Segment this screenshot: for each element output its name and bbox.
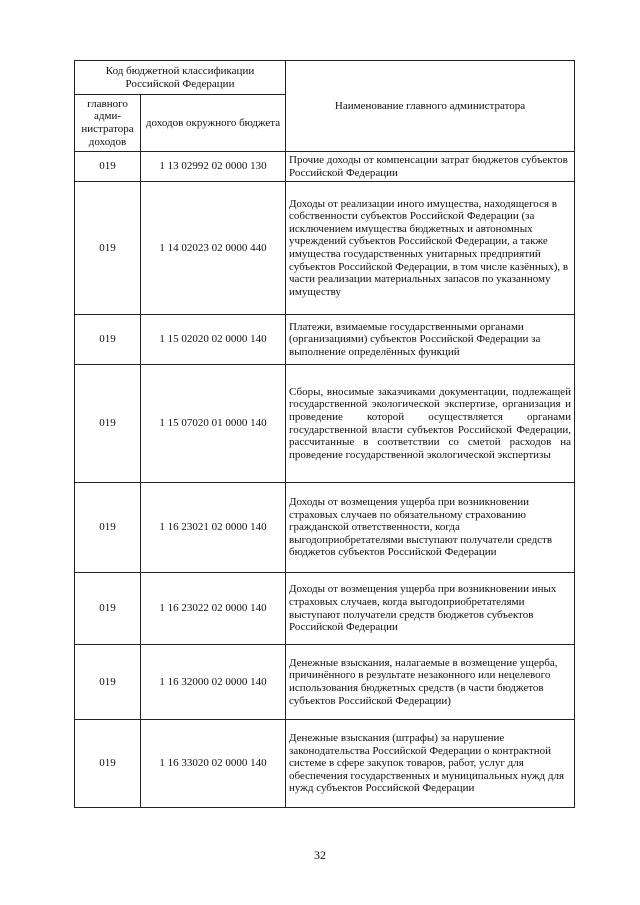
admin-code-cell: 019 [75,152,141,182]
header-main-administrator: главного адми-нистратора доходов [75,95,141,152]
administrator-name-cell: Денежные взыскания (штрафы) за нарушение законодательства Российской Федерации о контрактной системе в сфере закупок товаров, работ, услуг для обеспечения государственных и муниципальных нужд для нужд субъектов Российской Федерации [286,720,575,808]
table-row [75,483,575,573]
revenue-code-cell: 1 16 33020 02 0000 140 [141,720,286,808]
administrator-name-cell: Денежные взыскания, налагаемые в возмещение ущерба, причинённого в результате незаконного или нецелевого использования бюджетных средств (в части бюджетов субъектов Российской Федерации) [286,645,575,720]
admin-code-cell: 019 [75,573,141,645]
admin-code-cell: 019 [75,483,141,573]
revenue-code-cell: 1 15 07020 01 0000 140 [141,365,286,483]
revenue-code-cell: 1 15 02020 02 0000 140 [141,315,286,365]
administrator-name-cell: Доходы от возмещения ущерба при возникновении страховых случаев по обязательному страхованию гражданской ответственности, когда выгодоприобретателями выступают получатели средств бюджетов субъектов Российской Федерации [286,483,575,573]
revenue-code-cell: 1 16 23022 02 0000 140 [141,573,286,645]
revenue-code-cell: 1 16 32000 02 0000 140 [141,645,286,720]
table-row [75,182,575,315]
table-row [75,720,575,808]
table-row [75,645,575,720]
admin-code-cell: 019 [75,645,141,720]
administrator-name-cell: Доходы от возмещения ущерба при возникновении иных страховых случаев, когда выгодоприобретателями выступают получатели средств бюджетов субъектов Российской Федерации [286,573,575,645]
budget-classification-table [74,60,575,808]
admin-code-cell: 019 [75,315,141,365]
header-revenue-code: доходов окружного бюджета [141,95,286,152]
header-code-group: Код бюджетной классификации Российской Федерации [75,61,286,95]
table-row [75,573,575,645]
administrator-name-cell: Доходы от реализации иного имущества, находящегося в собственности субъектов Российской Федерации (за исключением имущества бюджетных и автономных учреждений субъектов Российской Федерации, а также имущества государственных унитарных предприятий субъектов Российской Федерации, в том числе казённых), в части реализации материальных запасов по указанному имуществу [286,182,575,315]
administrator-name-cell: Сборы, вносимые заказчиками документации, подлежащей государственной экологической экспертизе, организация и проведение которой осуществляется органами государственной власти субъектов Российской Федерации, рассчитанные в соответствии со сметой расходов на проведение государственной экологической экспертизы [286,365,575,483]
revenue-code-cell: 1 16 23021 02 0000 140 [141,483,286,573]
table-row [75,315,575,365]
revenue-code-cell: 1 14 02023 02 0000 440 [141,182,286,315]
revenue-code-cell: 1 13 02992 02 0000 130 [141,152,286,182]
administrator-name-cell: Платежи, взимаемые государственными органами (организациями) субъектов Российской Федерации за выполнение определённых функций [286,315,575,365]
administrator-name-cell: Прочие доходы от компенсации затрат бюджетов субъектов Российской Федерации [286,152,575,182]
admin-code-cell: 019 [75,182,141,315]
page-number: 32 [314,848,326,862]
table-row [75,365,575,483]
header-administrator-name: Наименование главного администратора [286,61,575,152]
admin-code-cell: 019 [75,365,141,483]
admin-code-cell: 019 [75,720,141,808]
table-row [75,152,575,182]
